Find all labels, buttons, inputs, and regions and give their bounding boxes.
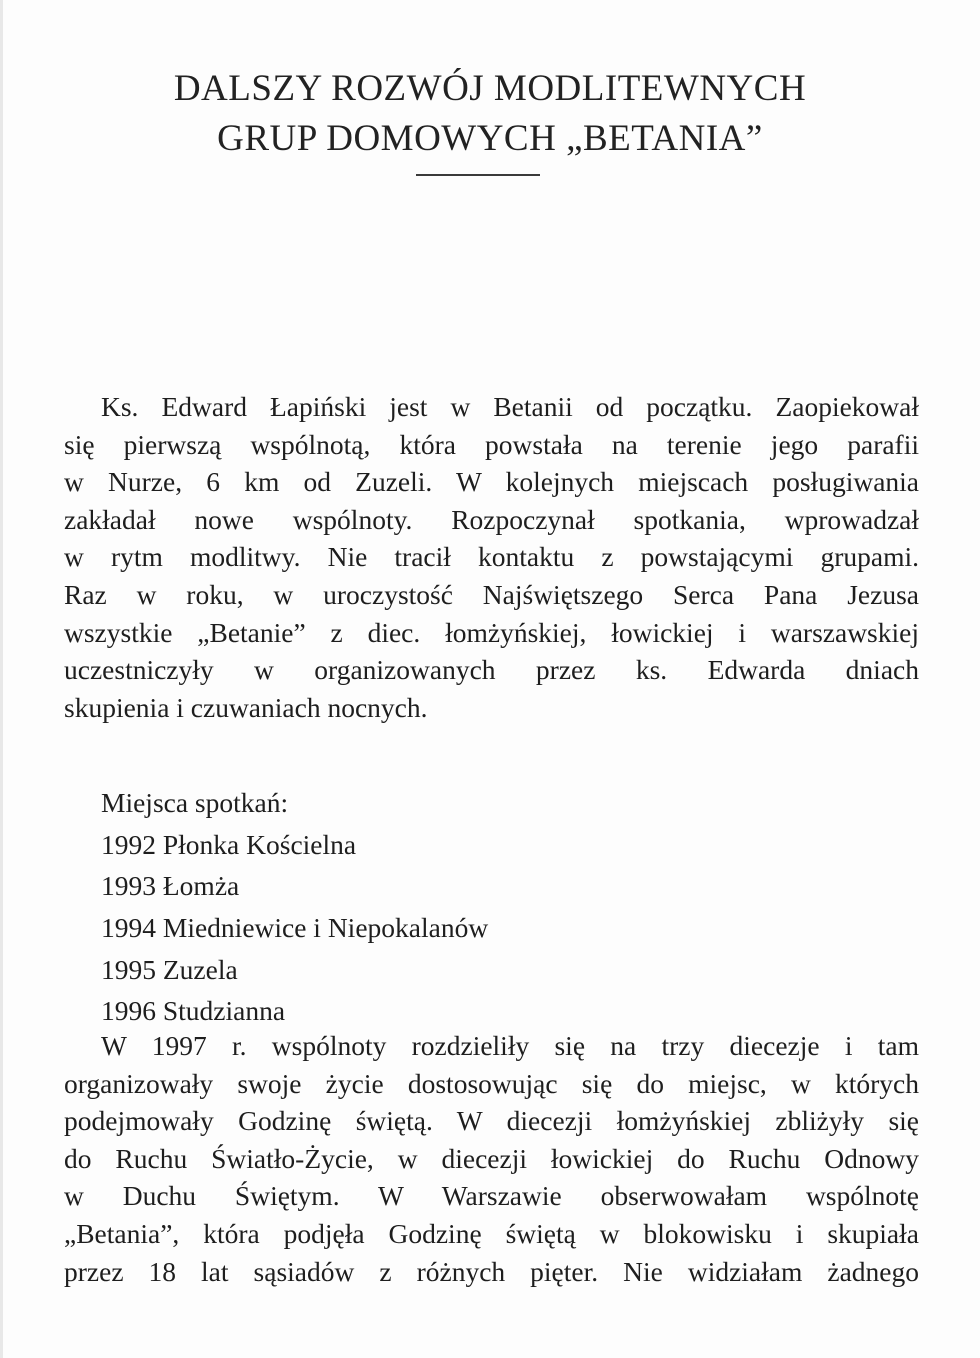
places-heading: Miejsca spotkań: (101, 787, 289, 818)
meeting-places-list (64, 782, 919, 1032)
title-line: DALSZY ROZWÓJ MODLITEWNYCH (173, 68, 807, 109)
text-line: skupienia i czuwaniach nocnych. (64, 691, 428, 723)
place-name: Łomża (162, 870, 240, 902)
place-name: Miedniewice i Niepokalanów (162, 912, 489, 944)
text-line: zakładał nowe wspólnoty. Rozpoczynał spotkania, wprowadzał (64, 503, 919, 535)
list-item (64, 907, 919, 949)
place-name: Płonka Kościelna (162, 828, 357, 860)
title-line: GRUP DOMOWYCH „BETANIA” (217, 118, 763, 159)
place-year: 1993 (101, 870, 156, 902)
place-name: Studzianna (162, 995, 286, 1027)
text-line: przez 18 lat sąsiadów z różnych pięter. Nie widziałam żadnego (64, 1255, 919, 1287)
list-item (64, 990, 919, 1032)
list-item (64, 949, 919, 991)
place-year: 1994 (101, 912, 156, 944)
title-divider (416, 174, 540, 176)
place-year: 1995 (101, 953, 156, 985)
list-item (64, 824, 919, 866)
place-year: 1996 (101, 995, 156, 1027)
place-name: Zuzela (162, 953, 238, 985)
chapter-title (0, 64, 980, 164)
text-line: wszystkie „Betanie” z diec. łomżyńskiej, łowickiej i warszawskiej (64, 616, 919, 648)
paragraph-1 (64, 388, 919, 726)
paragraph-2 (64, 1027, 919, 1290)
text-line: w rytm modlitwy. Nie tracił kontaktu z powstającymi grupami. (64, 541, 919, 573)
text-line: w Duchu Świętym. W Warszawie obserwowałam wspólnotę (64, 1180, 919, 1212)
text-line: Raz w roku, w uroczystość Najświętszego Serca Pana Jezusa (64, 578, 919, 610)
text-line: organizowały swoje życie dostosowując się do miejsc, w których (64, 1067, 919, 1099)
text-line: do Ruchu Światło-Życie, w diecezji łowickiej do Ruchu Odnowy (64, 1142, 919, 1174)
text-line: Ks. Edward Łapiński jest w Betanii od początku. Zaopiekował (101, 391, 919, 422)
text-line: się pierwszą wspólnotą, która powstała na terenie jego parafii (64, 428, 919, 460)
text-line: w Nurze, 6 km od Zuzeli. W kolejnych miejscach posługiwania (64, 466, 919, 498)
text-line: „Betania”, która podjęła Godzinę świętą w blokowisku i skupiała (64, 1217, 919, 1249)
text-line: uczestniczyły w organizowanych przez ks. Edwarda dniach (64, 654, 919, 686)
place-year: 1992 (101, 828, 156, 860)
list-item (64, 865, 919, 907)
text-line: podejmowały Godzinę świętą. W diecezji łomżyńskiej zbliżyły się (64, 1105, 919, 1137)
page-edge (0, 0, 3, 1358)
text-line: W 1997 r. wspólnoty rozdzieliły się na trzy diecezje i tam (101, 1030, 919, 1061)
